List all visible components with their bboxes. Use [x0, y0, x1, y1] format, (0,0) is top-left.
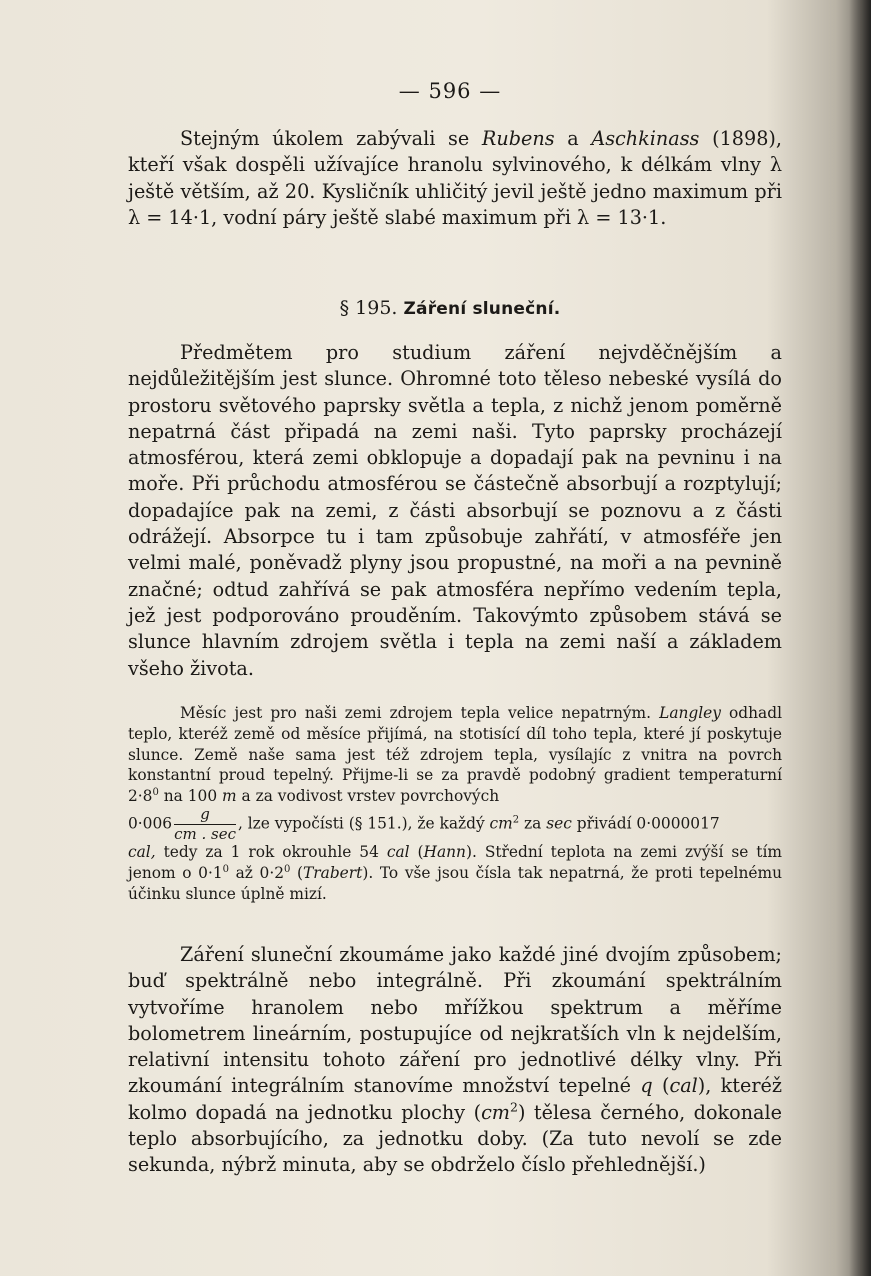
section-number: 195. [355, 297, 398, 319]
footnote-text: Měsíc jest pro naši zemi zdrojem tepla velice nepatrným. Langley odhadl teplo, kteréž země od měsíce přijímá, na stotisící díl toho tepla, které jí poskytuje slunce. Země naše sama jest též zdrojem tepla, vysílajíc z vnitra na povrch konstantní proud tepelný. Přijme-li se za pravdě podobný gradient temperaturní $2\cdot 8^0$ na 100 m a za vodivost vrstev povrchových [128, 704, 783, 806]
paragraph-measurement [128, 942, 782, 1179]
page-edge-shadow [849, 0, 871, 1276]
author-aschkinass: Aschkinass [591, 127, 700, 150]
page-number: — 596 — [398, 79, 502, 103]
paragraph-sun-text: Předmětem pro studium záření nejvděčnějším a nejdůležitějším jest slunce. Ohromné toto těleso nebeské vysílá do prostoru světového paprsky světla a tepla, z nichž jenom poměrně nepatrná část připadá na zemi naši. Tyto paprsky procházejí atmosférou, která zemi obklopuje a dopadají pak na pevninu i na moře. Při průchodu atmosférou se částečně absorbují a rozptylují; dopadajíce pak na zemi, z části absorbují se poznovu a z části odrážejí. Absorpce tu i tam způsobuje zahřátí, v atmosféře jen velmi malé, poněvadž plyny jsou propustné, na moři a na pevnině značné; odtud zahřívá se pak atmosféra nepřímo vedením tepla, jež jest podporováno prouděním. Takovýmto způsobem stává se slunce hlavním zdrojem světla i tepla na zemi naší a základem všeho života. [128, 341, 782, 680]
fraction [174, 804, 236, 843]
author-rubens: Rubens [481, 127, 555, 150]
footnote-continuation: cal, tedy za 1 rok okrouhle 54 cal (Hann). Střední teplota na zemi zvýší se tím jenom o $0\cdot 1^0$ až $0\cdot 2^0$ (Trabert). To vše jsou čísla tak nepatrná, že proti tepelnému účinku slunce úplně mizí. [128, 842, 783, 903]
formula-coefficient: 0·006 [128, 814, 173, 833]
footnote-block [128, 703, 782, 904]
fraction-numerator: g [174, 807, 236, 825]
section-heading [0, 297, 871, 319]
paragraph-intro [128, 126, 782, 231]
paragraph-intro-text: Stejným úkolem zabývali se Rubens a Aschkinass (1898), kteří však dospěli užívajíce hranolu sylvinového, k délkám vlny λ ještě větším, až 20. Kysličník uhličitý jevil ještě jedno maximum při λ = 14·1, vodní páry ještě slabé maximum při λ = 13·1. [128, 127, 782, 229]
section-title: Záření sluneční. [403, 299, 561, 319]
paragraph-measurement-text: Záření sluneční zkoumáme jako každé jiné dvojím způsobem; buď spektrálně nebo integrálně. Při zkoumání spektrálním vytvoříme hranolem nebo mřížkou spektrum a měříme bolometrem lineárním, postupujíce od nejkratších vln k nejdelším, relativní intensitu tohoto záření pro jednotlivé délky vlny. Při zkoumání integrálním stanovíme množství tepelné q (cal), kteréž kolmo dopadá na jednotku plochy $(cm^2)$ tělesa černého, dokonale teplo absorbujícího, za jednotku doby. (Za tuto nevolí se zde sekunda, nýbrž minuta, aby se obdrželo číslo přehlednější.) [128, 943, 783, 1177]
paragraph-sun [128, 340, 782, 682]
section-symbol: § [339, 297, 350, 319]
author-trabert: Trabert [303, 863, 363, 882]
formula-line: 0·006 $\frac{g}{cm . \sec}$ , lze vypočísti (§ 151.), že každý $cm^2$ za sec přivádí 0·0000017 [128, 804, 720, 843]
author-langley: Langley [659, 704, 721, 722]
fraction-denominator: cm . sec [174, 824, 236, 843]
author-hann: Hann [423, 842, 466, 861]
